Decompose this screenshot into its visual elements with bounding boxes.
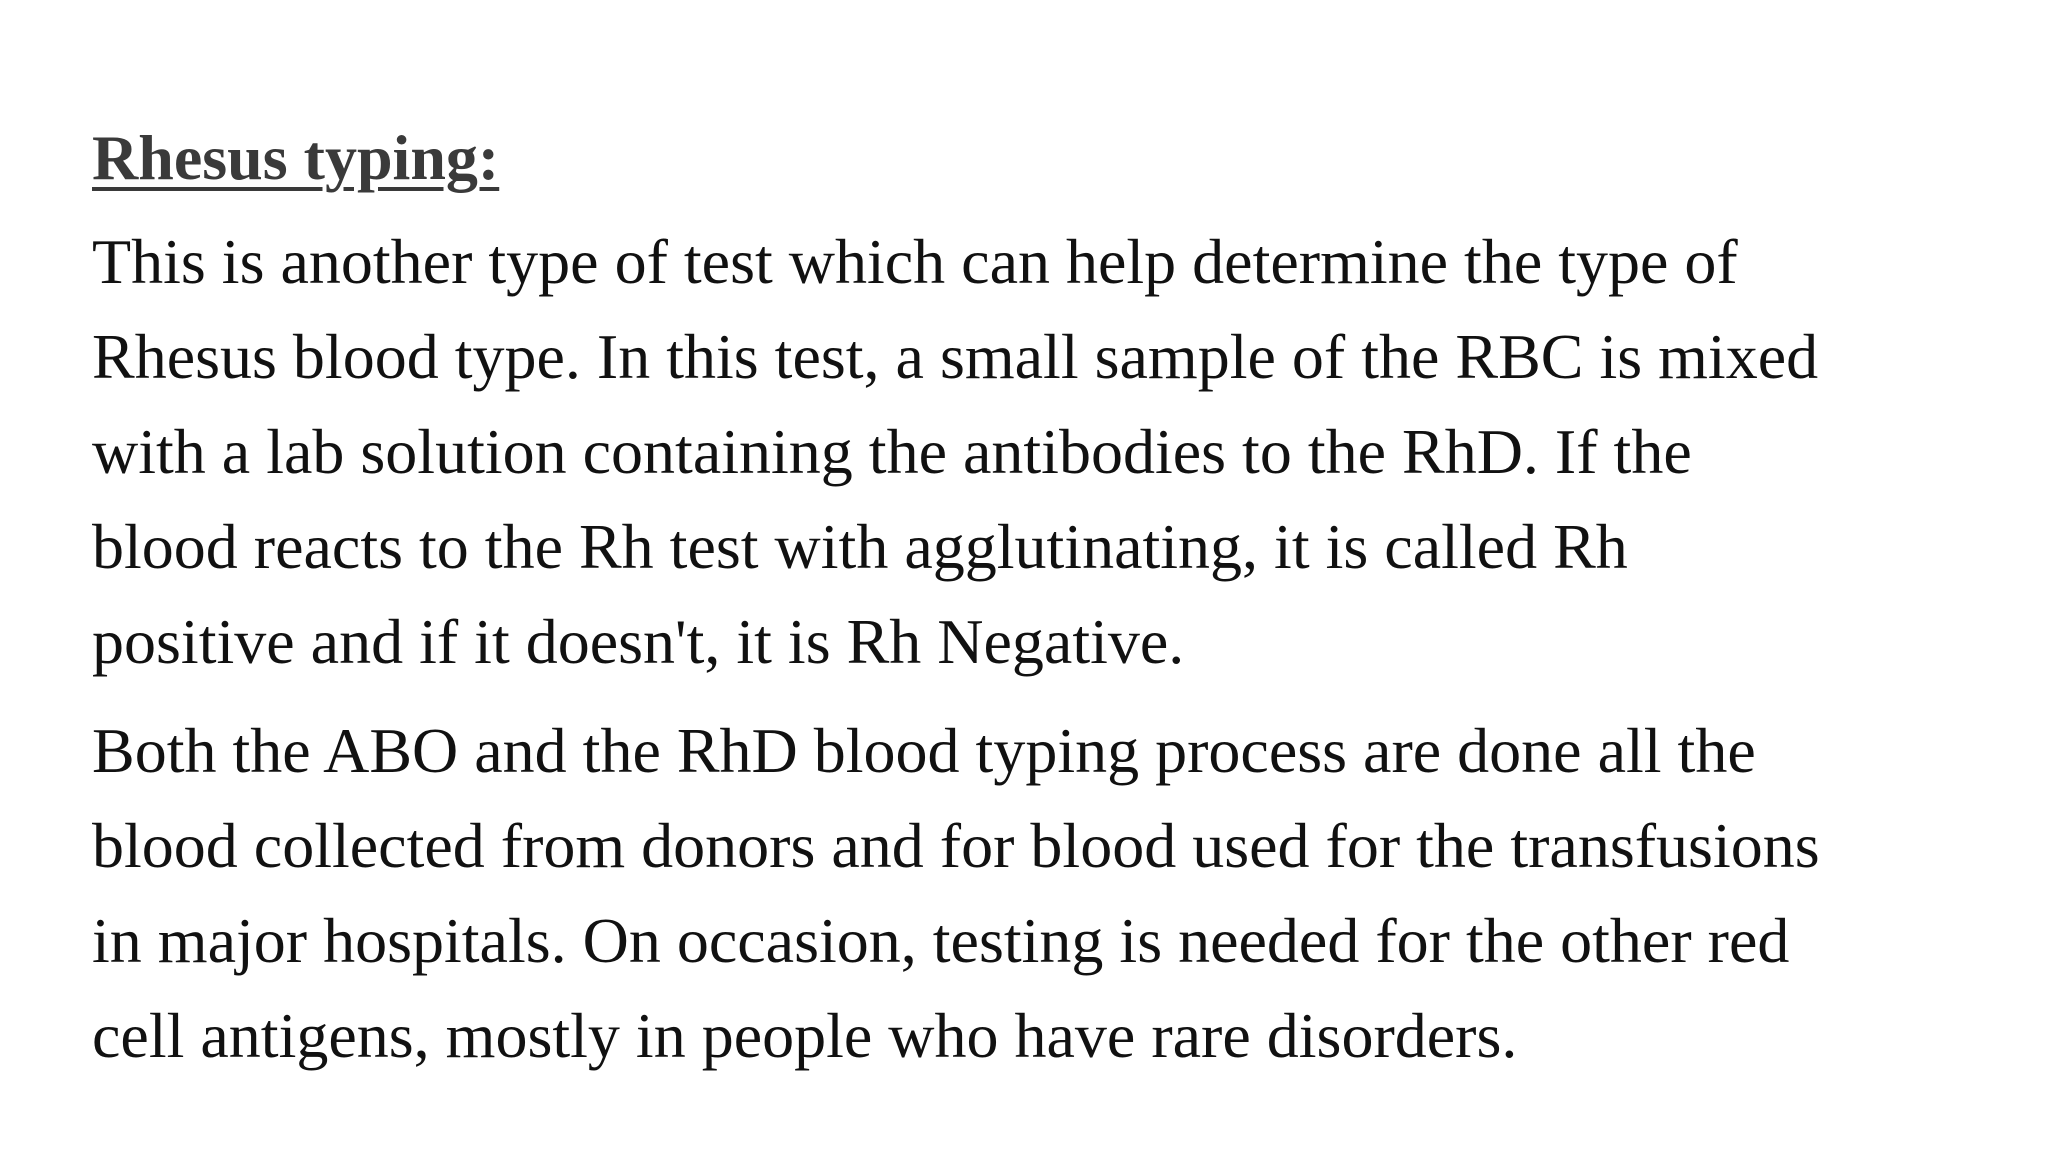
paragraph-line: positive and if it doesn't, it is Rh Negative. (92, 606, 1185, 677)
paragraph-line: cell antigens, mostly in people who have rare disorders. (92, 1000, 1518, 1071)
paragraph-abo-rhd-process (92, 703, 1992, 1083)
document-body (92, 118, 1992, 1097)
paragraph-line: This is another type of test which can help determine the type of (92, 226, 1738, 297)
paragraph-line: in major hospitals. On occasion, testing is needed for the other red (92, 905, 1790, 976)
paragraph-line: blood reacts to the Rh test with agglutinating, it is called Rh (92, 511, 1628, 582)
section-heading: Rhesus typing: (92, 122, 500, 193)
paragraph-line: blood collected from donors and for blood used for the transfusions (92, 810, 1820, 881)
paragraph-line: Both the ABO and the RhD blood typing process are done all the (92, 715, 1756, 786)
paragraph-line: Rhesus blood type. In this test, a small sample of the RBC is mixed (92, 321, 1819, 392)
paragraph-rhesus-test (92, 214, 1992, 689)
paragraph-line: with a lab solution containing the antibodies to the RhD. If the (92, 416, 1692, 487)
